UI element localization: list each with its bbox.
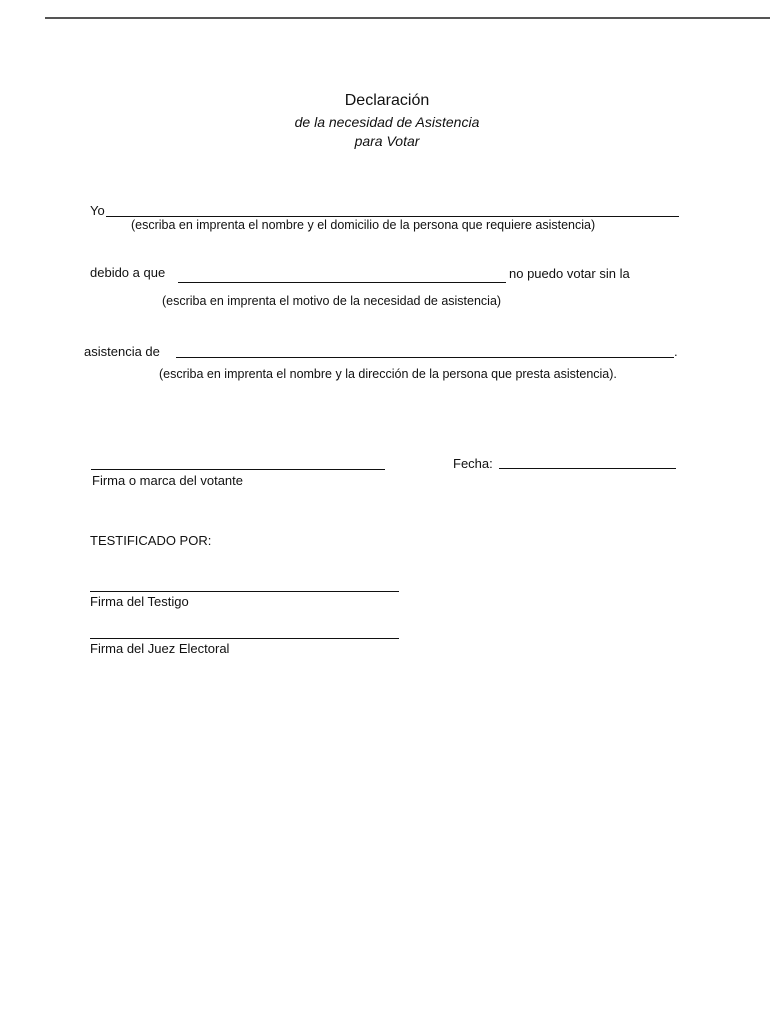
assist-label: asistencia de (84, 344, 160, 359)
judge-signature-line[interactable] (90, 638, 399, 639)
assistant-hint: (escriba en imprenta el nombre y la dirección de la persona que presta asistencia). (159, 367, 617, 381)
voter-signature-label: Firma o marca del votante (92, 473, 244, 488)
top-rule (45, 17, 770, 19)
document-subtitle-2: para Votar (354, 133, 420, 149)
name-address-field[interactable] (106, 216, 679, 217)
witness-signature-label: Firma del Testigo (90, 594, 189, 609)
witness-signature-line[interactable] (90, 591, 399, 592)
document-subtitle-1: de la necesidad de Asistencia (294, 114, 480, 130)
assist-period: . (674, 344, 678, 359)
name-address-hint: (escriba en imprenta el nombre y el domicilio de la persona que requiere asistencia) (131, 218, 596, 232)
reason-prefix: debido a que (90, 265, 166, 280)
assistant-field[interactable] (176, 357, 674, 358)
document-title: Declaración (344, 92, 430, 109)
witnessed-by-heading: TESTIFICADO POR: (90, 533, 212, 548)
voter-signature-line[interactable] (91, 469, 385, 470)
date-label: Fecha: (453, 456, 493, 471)
date-field[interactable] (499, 468, 676, 469)
reason-suffix: no puedo votar sin la (509, 266, 630, 281)
reason-field[interactable] (178, 282, 506, 283)
judge-signature-label: Firma del Juez Electoral (90, 641, 230, 656)
yo-label: Yo (90, 203, 105, 218)
reason-hint: (escriba en imprenta el motivo de la necesidad de asistencia) (162, 294, 502, 308)
